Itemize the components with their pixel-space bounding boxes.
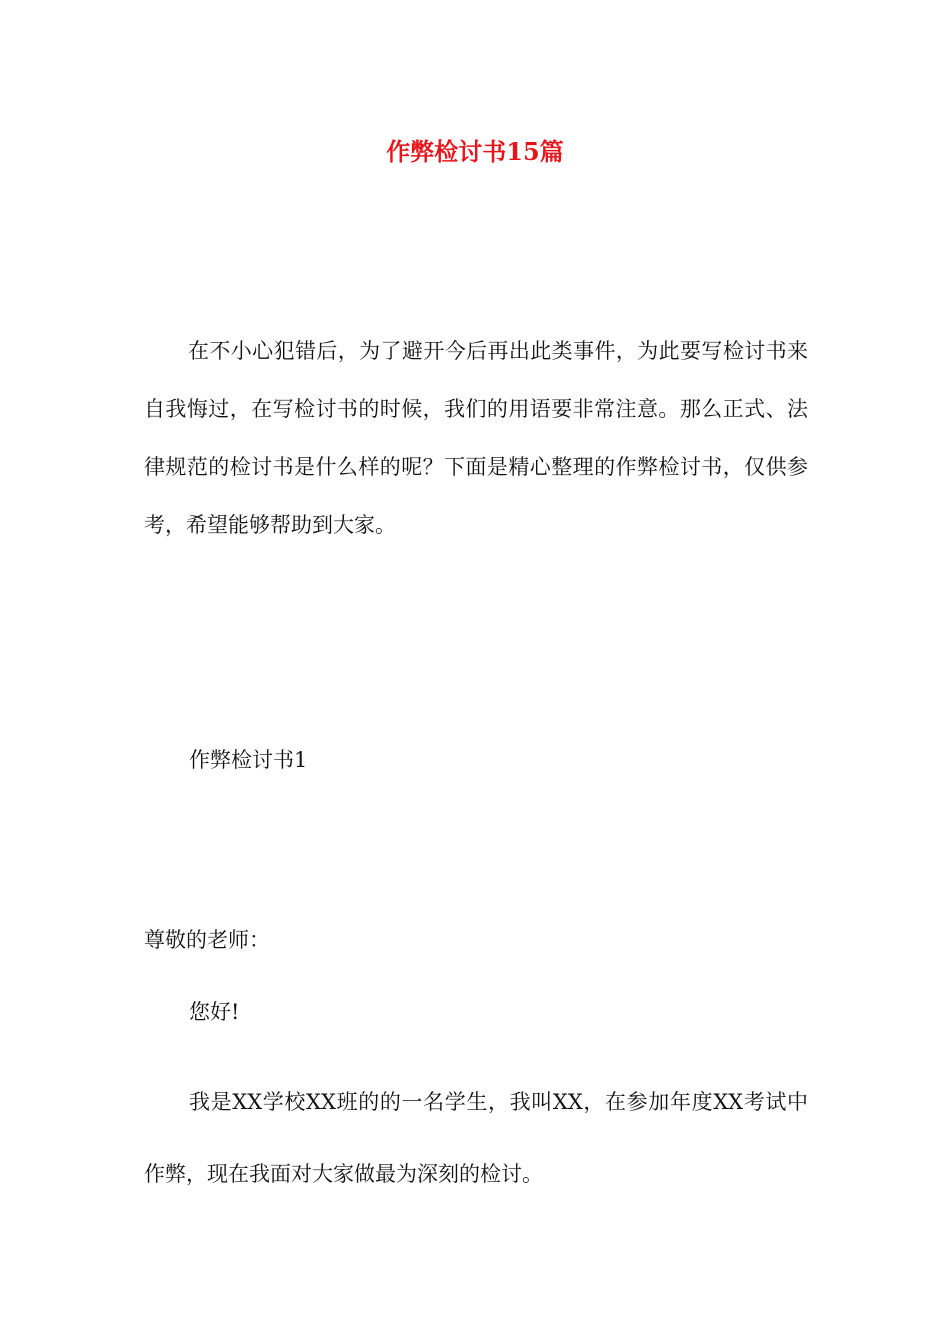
letter-body-paragraph: 我是XX学校XX班的的一名学生，我叫XX，在参加年度XX考试中作弊，现在我面对大家做最为深刻的检讨。 xyxy=(144,1090,808,1186)
letter-greeting: 您好! xyxy=(189,1000,240,1024)
letter-salutation: 尊敬的老师： xyxy=(144,928,270,952)
section-heading: 作弊检讨书1 xyxy=(189,748,308,772)
document-title: 作弊检讨书15篇 xyxy=(386,137,564,166)
intro-paragraph: 在不小心犯错后，为了避开今后再出此类事件，为此要写检讨书来自我悔过，在写检讨书的时候，我们的用语要非常注意。那么正式、法律规范的检讨书是什么样的呢？下面是精心整理的作弊检讨书，仅供参考，希望能够帮助到大家。 xyxy=(144,339,808,537)
